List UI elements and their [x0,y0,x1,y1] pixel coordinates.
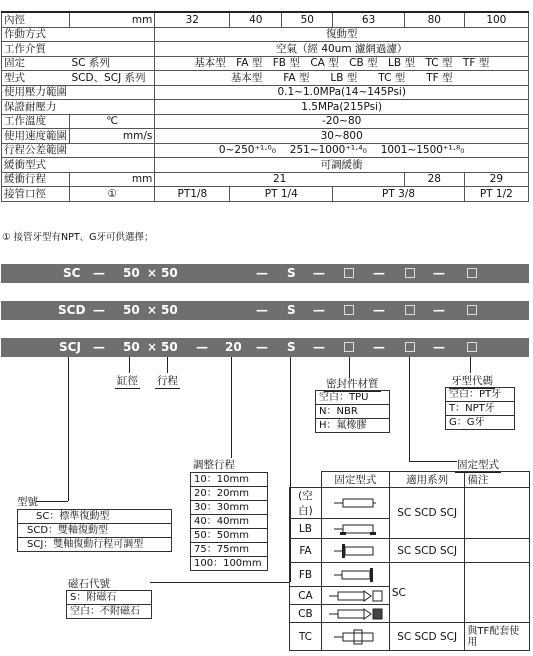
thread-option: 空白：PT牙 [446,388,514,402]
spec-value: 0.1~1.0MPa(14~145Psi) [155,85,529,100]
spec-unit: mm [70,172,155,187]
magnet-option: 空白：不附磁石 [70,606,140,617]
adjust-title: 調整行程 [191,457,265,473]
spec-value: PT 3/8 [333,187,464,202]
bar-dash: — [256,266,268,280]
bar-dash: — [256,303,268,317]
spec-row [2,71,529,86]
spec-value: 可調緩衝 [155,158,529,173]
spec-value: 29 [464,172,528,187]
spec-label: 使用速度範圍 [2,129,70,144]
mount-series: SC [389,563,465,623]
bar-times: × [147,266,158,280]
mount-code: FB [290,563,322,587]
adjust-option: 50：50mm [191,529,267,543]
spec-label: 工作溫度 [2,114,70,129]
spec-value: 30~800 [155,129,529,144]
placeholder-square [344,305,354,315]
spec-row [2,187,529,202]
mount-icon-ca [321,587,389,605]
seal-options [315,390,390,433]
bore-label: 缸徑 [117,375,138,387]
spec-label: 工作介質 [2,42,155,57]
spec-table [1,11,529,202]
bar-dash: — [93,266,105,280]
bar-dash: — [93,340,105,354]
magnet-option: S：附磁石 [67,591,151,605]
spec-unit: SCD、SCJ 系列 [70,71,155,86]
spec-value: -20~80 [155,114,529,129]
spec-value: PT 1/2 [464,187,528,202]
placeholder-square [405,268,415,278]
bar-series: SCJ [59,340,81,354]
spec-label: 行程公差範圍 [2,143,155,158]
bar-stroke: 50 [161,340,178,354]
placeholder-square [344,342,354,352]
bar-stroke: 50 [161,266,178,280]
bar-dash: — [313,340,325,354]
mount-note: 與TF配套使用 [465,623,530,651]
bar-magnet: S [287,303,296,317]
mount-code: CB [290,605,322,623]
leader-line [167,357,168,373]
spec-label: 內徑 [2,12,70,27]
model-option: SCD：雙軸復動型 [18,524,171,538]
bar-stroke: 50 [161,303,178,317]
model-title: 型號 [17,496,38,508]
spec-label: 接管口徑 [2,187,70,202]
mount-series: SC SCD SCJ [389,623,465,651]
bar-magnet: S [287,340,296,354]
mount-header: 適用系列 [389,472,465,488]
thread-option: T：NPT牙 [446,402,514,416]
bar-dash: — [373,266,385,280]
adjust-option: 30：30mm [191,501,267,515]
bar-dash: — [313,266,325,280]
mount-code: (空白) [290,488,322,519]
leader-line [231,357,232,458]
spec-value: 1.5MPa(215Psi) [155,100,529,115]
seal-option: 空白：TPU [316,391,389,405]
magnet-options [66,590,152,619]
spec-unit: ℃ [70,114,155,129]
mount-header: 固定型式 [321,472,389,488]
leader-line [349,357,350,378]
leader-line [409,357,410,461]
spec-unit: SC 系列 [70,56,155,71]
bar-dash: — [433,266,445,280]
spec-row [2,158,529,173]
thread-title: 牙型代碼 [451,375,493,387]
spec-value: 40 [230,12,282,27]
spec-value: 50 [282,12,333,27]
spec-value: 32 [155,12,230,27]
bar-dash: — [373,340,385,354]
mount-series: SC SCD SCJ [389,539,465,563]
spec-row [2,172,529,187]
bar-series: SCD [58,303,86,317]
leader-line [68,357,69,501]
bar-dash: — [433,303,445,317]
spec-value: 復動型 [155,27,529,42]
bar-adjust: 20 [225,340,242,354]
spec-label: 固定 [4,57,25,70]
model-options [17,509,172,552]
spec-value: 80 [404,12,464,27]
model-option: SCJ：雙軸復動行程可調型 [27,539,144,550]
thread-options [445,387,515,430]
spec-row [2,27,529,42]
spec-value: 0~250⁺¹·⁰₀ 251~1000⁺¹·⁴₀ 1001~1500⁺¹·⁸₀ [155,143,529,158]
leader-line [150,582,290,583]
bar-dash: — [93,303,105,317]
mount-code: FA [290,539,322,563]
spec-value: 28 [404,172,464,187]
adjust-option: 10：10mm [191,473,267,487]
stroke-label: 行程 [157,375,178,387]
spec-row [2,56,529,71]
spec-value: 63 [333,12,405,27]
bar-times: × [147,303,158,317]
bar-dash: — [433,340,445,354]
leader-line [129,357,130,373]
model-option: SC：標準復動型 [18,510,171,524]
mount-icon-cb [321,605,389,623]
spec-value: 21 [155,172,404,187]
mount-title: 固定型式 [457,459,499,471]
spec-label: 使用壓力範圍 [2,85,155,100]
bar-bore: 50 [123,340,140,354]
code-bar-scd [1,301,529,320]
code-bar-sc [1,264,529,283]
code-bar-scj [1,338,529,357]
bar-series: SC [63,266,81,280]
spec-row [2,42,529,57]
spec-row [2,100,529,115]
seal-title: 密封件材質 [326,378,379,390]
mount-code: CA [290,587,322,605]
bar-dash: — [313,303,325,317]
bar-magnet: S [287,266,296,280]
placeholder-square [344,268,354,278]
seal-option: N：NBR [316,405,389,419]
placeholder-square [405,305,415,315]
spec-label: 作動方式 [2,27,155,42]
spec-value: 100 [464,12,528,27]
adjust-option: 75：75mm [191,543,267,557]
footnote: ① 接管牙型有NPT、G牙可供選擇； [2,232,154,243]
mount-icon-lb [321,519,389,539]
spec-row [2,85,529,100]
adjust-option: 40：40mm [191,515,267,529]
spec-unit: ① [70,187,155,202]
placeholder-square [467,305,477,315]
bar-times: × [147,340,158,354]
seal-option: H：氟橡膠 [319,420,367,431]
spec-value: 基本型 FA 型 LB 型 TC 型 TF 型 [155,71,529,86]
spec-row [2,143,529,158]
thread-option: G：G牙 [449,417,485,428]
mount-icon-fb [321,563,389,587]
spec-row [2,129,529,144]
spec-value: PT1/8 [155,187,230,202]
adjust-options [190,472,268,571]
magnet-title: 磁石代號 [68,578,110,590]
spec-label: 緩衝行程 [2,172,70,187]
bar-dash: — [196,340,208,354]
spec-value: 空氣（經 40um 濾網過濾） [155,42,529,57]
mount-series: SC SCD SCJ [389,488,465,539]
bar-dash: — [373,303,385,317]
spec-unit: mm [70,12,155,27]
leader-line [409,461,457,462]
mount-icon-basic [321,488,389,519]
spec-label: 緩衝型式 [2,158,155,173]
spec-label: 型式 [2,71,70,86]
placeholder-square [467,342,477,352]
spec-value: PT 1/4 [230,187,333,202]
bar-dash: — [256,340,268,354]
leader-line [470,357,471,373]
spec-unit: mm/s [70,129,155,144]
mount-code: TC [290,623,322,651]
mount-table [289,471,530,651]
spec-row [2,114,529,129]
adjust-option: 20：20mm [191,487,267,501]
spec-row-bore [2,12,529,27]
leader-line [36,501,68,502]
placeholder-square [467,268,477,278]
adjust-option: 100：100mm [194,558,262,569]
placeholder-square [405,342,415,352]
mount-icon-tc [321,623,389,651]
mount-header: 備注 [465,472,530,488]
mount-icon-fa [321,539,389,563]
spec-label: 保證耐壓力 [2,100,155,115]
bar-bore: 50 [123,303,140,317]
mount-code: LB [290,519,322,539]
spec-value: 基本型 FA 型 FB 型 CA 型 CB 型 LB 型 TC 型 TF 型 [155,56,529,71]
bar-bore: 50 [123,266,140,280]
